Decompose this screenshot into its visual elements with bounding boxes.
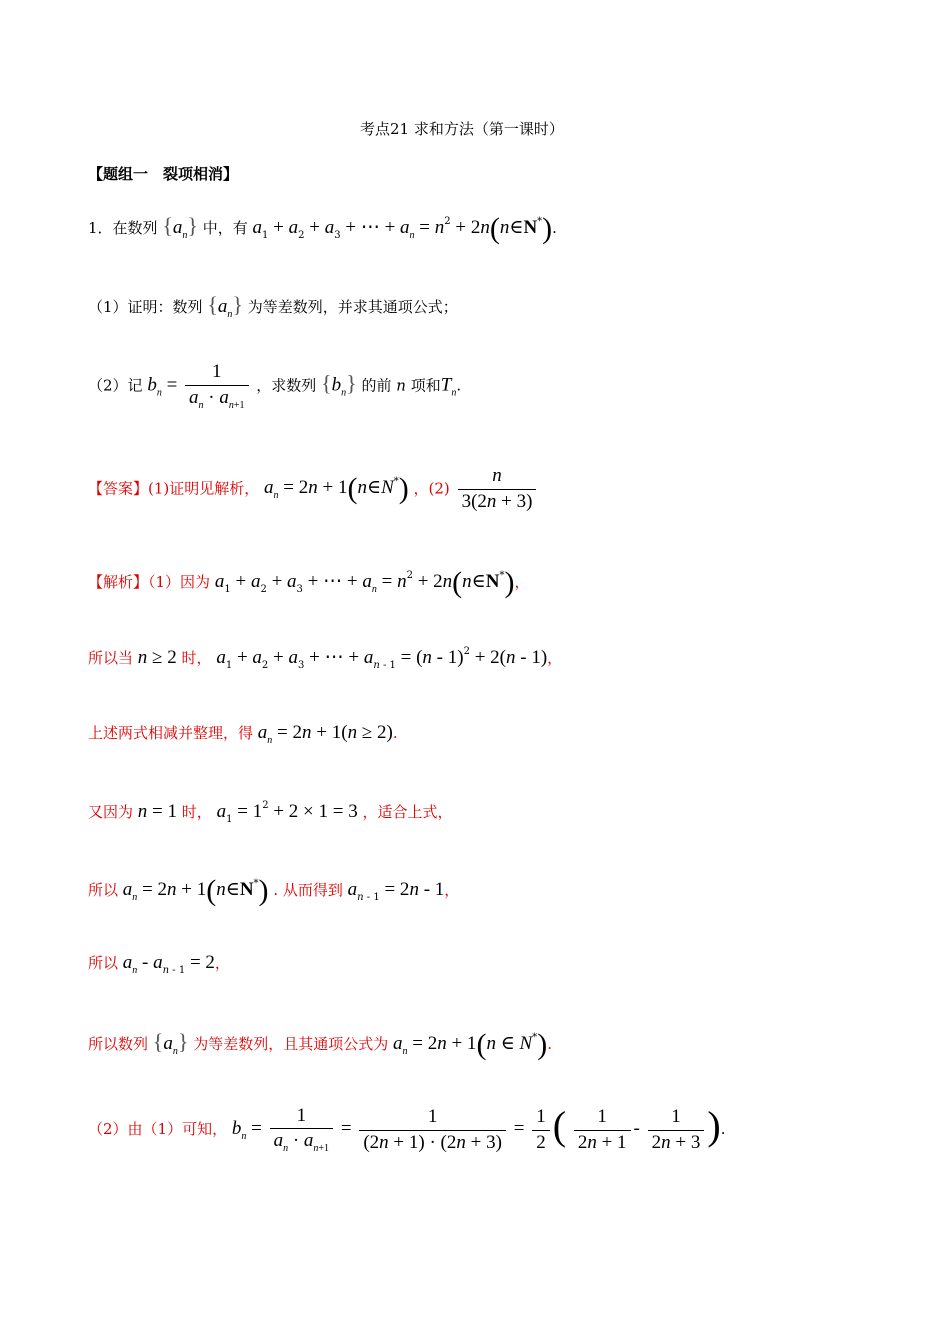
problem-part2: （2）记 $b_n$ = $\frac{1}{a_n \cdot a_{n+1}}$ ，求数列 $\{b_n\}$ 的前 n 项和$T_n$. (88, 361, 462, 411)
analysis-line-2: 所以当 n ≥ 2 时， $a_1 + a_2 + a_3$ + ⋯ + $a_{n - 1} = (n - 1)^2 + 2(n - 1)$， (88, 646, 563, 671)
answer-line: 【答案】(1)证明见解析， $a_n = 2n$ + 1(n∈N*) ，(2) $\frac{n}{3(2n + 3)}$ (88, 466, 539, 513)
page-title: 考点21 求和方法（第一课时） (360, 120, 564, 138)
analysis-line-5: 所以 $a_n = 2n$ + 1(n∈N*) . 从而得到 $a_{n - 1} = 2n - 1$， (88, 874, 460, 907)
analysis-line-3: 上述两式相减并整理，得 $a_n = 2n + 1(n \ge 2)$. (88, 722, 398, 746)
analysis-line-4: 又因为 n = 1 时， $a_1 = 1^2 + 2 \times 1 = 3$ ，适合上式， (88, 800, 453, 825)
analysis-line-8: （2）由（1）可知， $b_n$ = $\frac{1}{a_n \cdot a_{n+1}}$ = $\frac{1}{(2n + 1) \cdot (2n + 3)}$ = $\frac{1}{2}$ ( $\frac{1}{2n + 1}$ - $\frac{1}{2n + 3}$ ). (88, 1103, 726, 1155)
analysis-line-7: 所以数列 $\{a_n\}$ 为等差数列，且其通项公式为 $a_n = 2n + 1(n$ ∈ N*). (88, 1028, 552, 1061)
analysis-line-6: 所以 $a_n - a_{n - 1} = 2$， (88, 952, 230, 976)
problem-stem: 1．在数列 $\{a_n\}$ 中，有 $a_1 + a_2 + a_3$ + ⋯ + $a_n = n^2$ + 2n(n∈N*). (88, 212, 557, 245)
group-heading: 【题组一 裂项相消】 (88, 165, 239, 183)
problem-part1: （1）证明：数列 $\{a_n\}$ 为等差数列，并求其通项公式； (88, 292, 458, 320)
analysis-line-1: 【解析】（1）因为 $a_1 + a_2 + a_3$ + ⋯ + $a_n = n^2$ + 2n(n∈N*)， (88, 566, 530, 599)
